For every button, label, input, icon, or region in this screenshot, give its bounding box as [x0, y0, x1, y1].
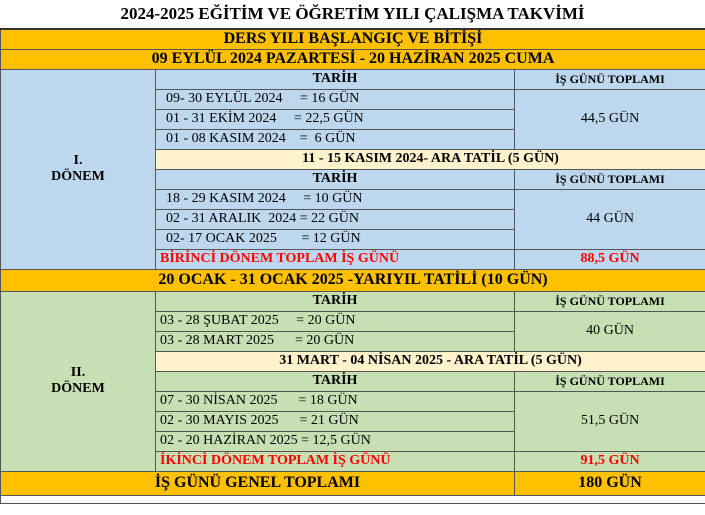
- term1-sum-label: BİRİNCİ DÖNEM TOPLAM İŞ GÜNÜ: [156, 249, 515, 269]
- table-row: 02 - 31 ARALIK 2024 = 22 GÜN: [156, 209, 515, 229]
- table-row: 03 - 28 ŞUBAT 2025 = 20 GÜN: [156, 311, 515, 331]
- term1-mid-break: 11 - 15 KASIM 2024- ARA TATİL (5 GÜN): [156, 149, 705, 169]
- table-row: 02 - 30 MAYIS 2025 = 21 GÜN: [156, 411, 515, 431]
- term1-label: I. DÖNEM: [1, 69, 156, 269]
- term2-date-header-2: TARİH: [156, 371, 515, 391]
- term2-label: II. DÖNEM: [1, 291, 156, 471]
- table-row: 07 - 30 NİSAN 2025 = 18 GÜN: [156, 391, 515, 411]
- term2-date-header: TARİH: [156, 291, 515, 311]
- term1-sum-value: 88,5 GÜN: [515, 249, 705, 269]
- semester-break: 20 OCAK - 31 OCAK 2025 -YARIYIL TATİLİ (10 GÜN): [1, 269, 705, 291]
- term2-mid-break: 31 MART - 04 NİSAN 2025 - ARA TATİL (5 GÜN): [156, 351, 705, 371]
- term2-part1-total: 40 GÜN: [515, 311, 705, 351]
- table-row: 03 - 28 MART 2025 = 20 GÜN: [156, 331, 515, 351]
- term2-sum-value: 91,5 GÜN: [515, 451, 705, 471]
- term1-date-header-2: TARİH: [156, 169, 515, 189]
- table-row: 02- 17 OCAK 2025 = 12 GÜN: [156, 229, 515, 249]
- term1-total-header: İŞ GÜNÜ TOPLAMI: [515, 69, 705, 89]
- term2-total-header-2: İŞ GÜNÜ TOPLAMI: [515, 371, 705, 391]
- header-line-2: 09 EYLÜL 2024 PAZARTESİ - 20 HAZİRAN 2025 CUMA: [1, 49, 705, 69]
- grand-total-value: 180 GÜN: [515, 471, 705, 495]
- table-row: 02 - 20 HAZİRAN 2025 = 12,5 GÜN: [156, 431, 515, 451]
- table-row: 09- 30 EYLÜL 2024 = 16 GÜN: [156, 89, 515, 109]
- page-title: 2024-2025 EĞİTİM VE ÖĞRETİM YILI ÇALIŞMA TAKVİMİ: [120, 4, 585, 23]
- term2-total-header: İŞ GÜNÜ TOPLAMI: [515, 291, 705, 311]
- term2-part2-total: 51,5 GÜN: [515, 391, 705, 451]
- header-line-1: DERS YILI BAŞLANGIÇ VE BİTİŞİ: [1, 29, 705, 49]
- table-row: 18 - 29 KASIM 2024 = 10 GÜN: [156, 189, 515, 209]
- table-row: 01 - 31 EKİM 2024 = 22,5 GÜN: [156, 109, 515, 129]
- bottom-spacer: [1, 495, 705, 503]
- term1-part2-total: 44 GÜN: [515, 189, 705, 249]
- table-row: 01 - 08 KASIM 2024 = 6 GÜN: [156, 129, 515, 149]
- term1-total-header-2: İŞ GÜNÜ TOPLAMI: [515, 169, 705, 189]
- term1-date-header: TARİH: [156, 69, 515, 89]
- grand-total-label: İŞ GÜNÜ GENEL TOPLAMI: [1, 471, 515, 495]
- calendar-table: [0, 28, 705, 504]
- term1-part1-total: 44,5 GÜN: [515, 89, 705, 149]
- term2-sum-label: İKİNCİ DÖNEM TOPLAM İŞ GÜNÜ: [156, 451, 515, 471]
